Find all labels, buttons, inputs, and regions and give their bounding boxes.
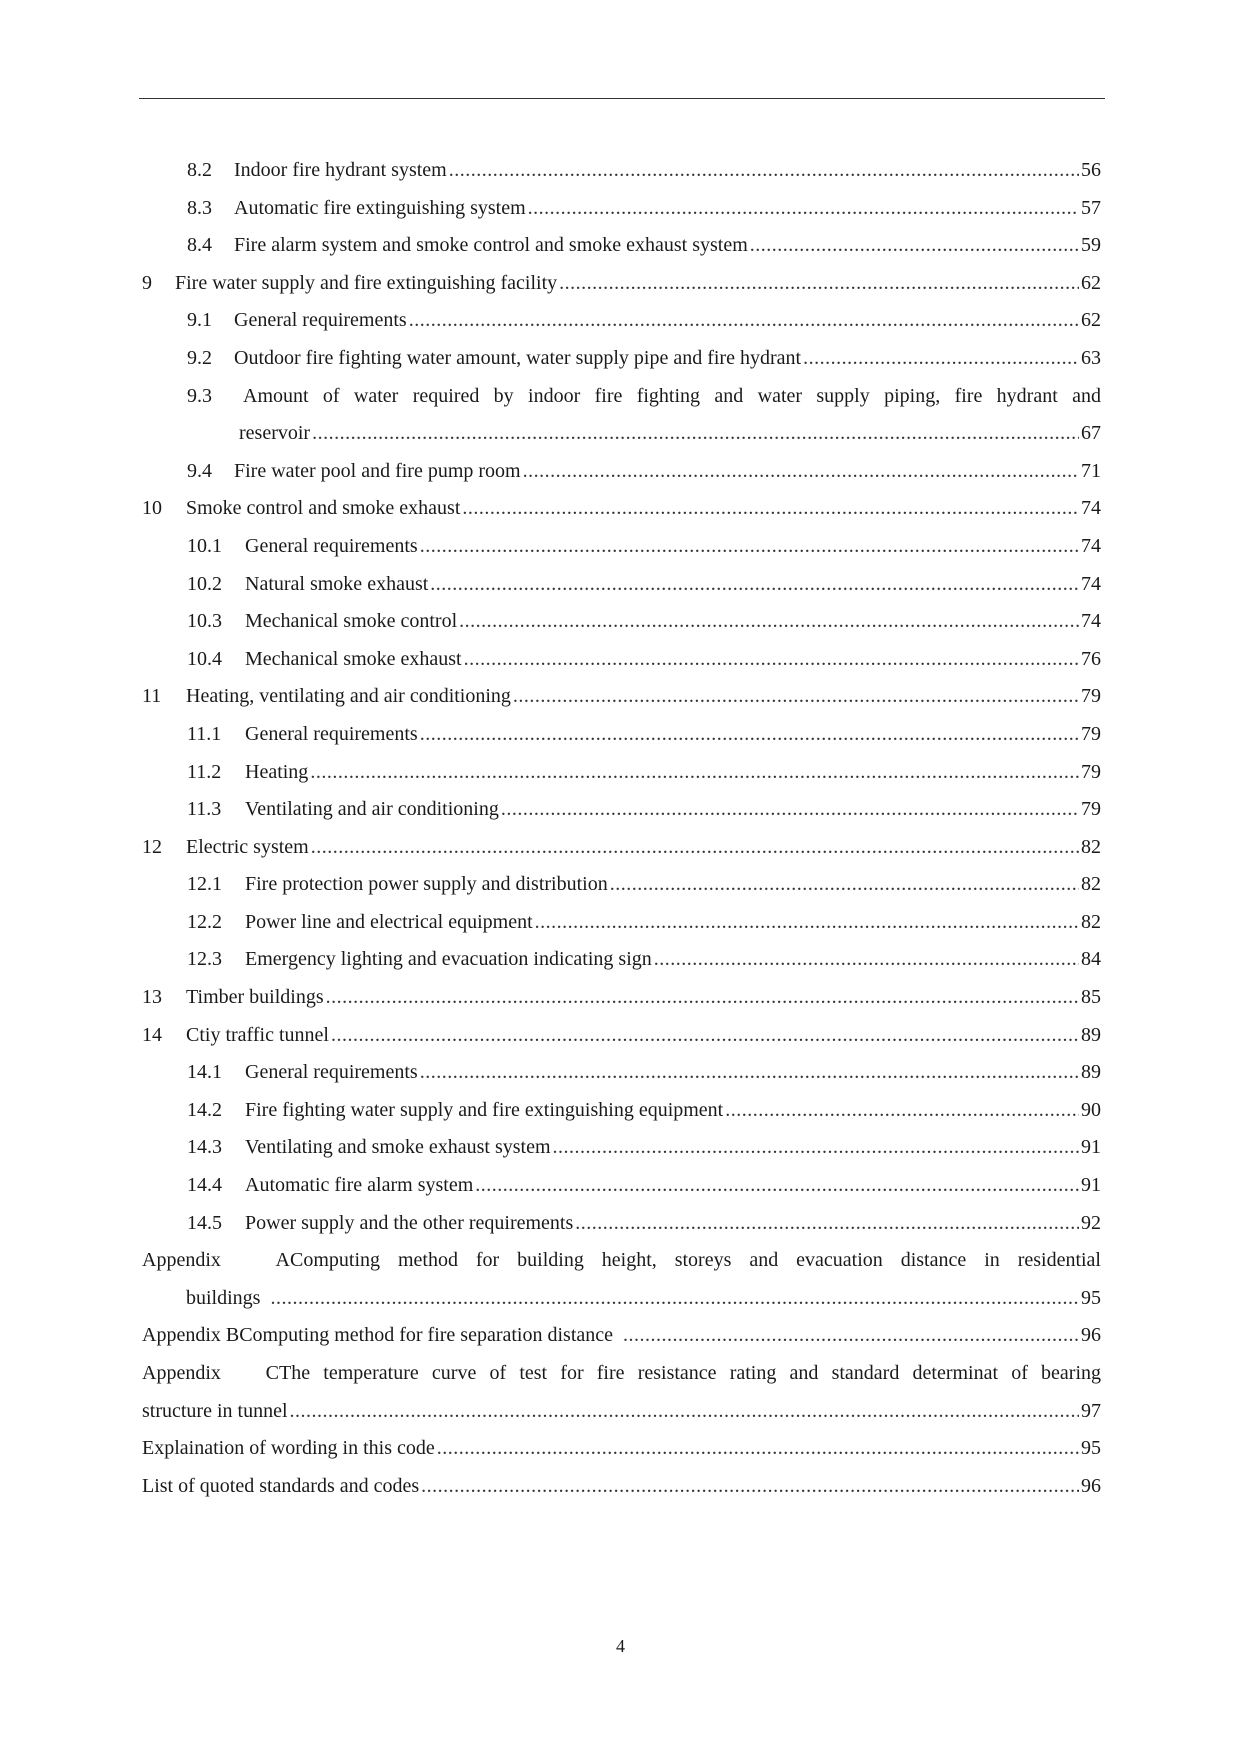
dot-leader [523,453,1079,491]
toc-entry-12-2[interactable] [142,904,1101,942]
toc-number: 11.1 [187,722,222,745]
toc-page: 89 [1081,1023,1101,1046]
dot-leader [409,302,1079,340]
toc-number: 11.2 [187,760,222,783]
toc-title-line-2: reservoir [239,422,311,445]
toc-title: General requirements [245,722,418,745]
toc-page: 62 [1081,271,1101,294]
dot-leader [528,190,1079,228]
dot-leader [623,1317,1079,1355]
toc-title: Automatic fire extinguishing system [234,196,526,219]
toc-number: 9.4 [187,459,212,482]
toc-number: 10.4 [187,647,222,670]
toc-page: 79 [1081,685,1101,708]
toc-number: 10.3 [187,610,222,633]
toc-page: 82 [1081,910,1101,933]
toc-page: 74 [1081,610,1101,633]
toc-number: 10.2 [187,572,222,595]
dot-leader [312,415,1079,453]
toc-page: 95 [1081,1286,1101,1309]
toc-entry-13[interactable] [142,979,1101,1017]
toc-title: Timber buildings [186,986,324,1009]
toc-page: 96 [1081,1324,1101,1347]
toc-page: 79 [1081,760,1101,783]
dot-leader [725,1092,1079,1130]
toc-title: Fire protection power supply and distribution [245,873,608,896]
toc-title: General requirements [245,534,418,557]
toc-title: Smoke control and smoke exhaust [186,497,461,520]
toc-entry-11-3[interactable] [142,791,1101,829]
toc-number: 10.1 [187,534,222,557]
table-of-contents [142,152,1101,1505]
toc-title: Ventilating and smoke exhaust system [245,1136,551,1159]
header-rule [139,98,1105,99]
toc-entry-explanation[interactable] [142,1430,1101,1468]
toc-page: 82 [1081,873,1101,896]
toc-entry-11-1[interactable] [142,716,1101,754]
toc-entry-8-3[interactable] [142,190,1101,228]
toc-title: Heating, ventilating and air conditioning [186,685,511,708]
toc-page: 91 [1081,1174,1101,1197]
dot-leader [462,490,1079,528]
toc-page: 71 [1081,459,1101,482]
toc-entry-14-4[interactable] [142,1167,1101,1205]
dot-leader [559,265,1079,303]
toc-entry-11[interactable] [142,678,1101,716]
toc-entry-12-3[interactable] [142,941,1101,979]
toc-page: 63 [1081,346,1101,369]
toc-entry-8-4[interactable] [142,227,1101,265]
toc-entry-14-2[interactable] [142,1092,1101,1130]
toc-number: 10 [142,497,162,520]
toc-entry-appendix-a[interactable] [142,1242,1101,1317]
toc-page: 74 [1081,497,1101,520]
toc-entry-appendix-c[interactable] [142,1355,1101,1430]
toc-title: Outdoor fire fighting water amount, water supply pipe and fire hydrant [234,346,802,369]
toc-entry-11-2[interactable] [142,754,1101,792]
dot-leader [421,1468,1079,1506]
dot-leader [310,754,1079,792]
toc-page: 85 [1081,986,1101,1009]
toc-title: Ctiy traffic tunnel [186,1023,329,1046]
toc-page: 67 [1081,422,1101,445]
toc-page: 79 [1081,798,1101,821]
toc-title: General requirements [245,1061,418,1084]
toc-title: Fire water pool and fire pump room [234,459,521,482]
dot-leader [311,829,1079,867]
toc-number: 9.2 [187,346,212,369]
toc-title: Indoor fire hydrant system [234,159,447,181]
dot-leader [464,641,1079,679]
toc-number: 8.3 [187,196,212,219]
dot-leader [475,1167,1079,1205]
toc-number: 14 [142,1023,162,1046]
toc-title: Electric system [186,835,309,858]
toc-page: 74 [1081,572,1101,595]
toc-entry-9-4[interactable] [142,453,1101,491]
toc-number: 12 [142,835,162,858]
toc-entry-9-1[interactable] [142,302,1101,340]
toc-entry-10-4[interactable] [142,641,1101,679]
dot-leader [420,1054,1079,1092]
dot-leader [535,904,1079,942]
toc-page: 92 [1081,1211,1101,1234]
toc-number: 11.3 [187,798,222,821]
toc-title-line-1: The temperature curve of test for fire resistance rating and standard determinat of bearing [279,1362,1101,1384]
toc-title: Ventilating and air conditioning [245,798,499,821]
toc-entry-12-1[interactable] [142,866,1101,904]
dot-leader [449,152,1079,190]
toc-entry-14[interactable] [142,1017,1101,1055]
toc-number: 14.3 [187,1136,222,1159]
toc-number: 14.5 [187,1211,222,1234]
toc-number: 13 [142,986,162,1009]
toc-title: Natural smoke exhaust [245,572,429,595]
toc-title: Mechanical smoke control [245,610,458,633]
toc-entry-appendix-b[interactable] [142,1317,1101,1355]
toc-entry-14-1[interactable] [142,1054,1101,1092]
toc-entry-10-1[interactable] [142,528,1101,566]
toc-number: 9 [142,271,152,294]
dot-leader [610,866,1079,904]
toc-entry-9[interactable] [142,265,1101,303]
toc-page: 57 [1081,196,1101,219]
dot-leader [553,1129,1079,1167]
toc-entry-12[interactable] [142,829,1101,867]
toc-entry-10-3[interactable] [142,603,1101,641]
dot-leader [326,979,1079,1017]
appendix-label: Appendix C [142,1362,279,1384]
dot-leader [290,1393,1079,1431]
dot-leader [331,1017,1079,1055]
toc-title: Power supply and the other requirements [245,1211,574,1234]
toc-page: 96 [1081,1474,1101,1497]
toc-title: Mechanical smoke exhaust [245,647,462,670]
toc-number: 14.4 [187,1174,222,1197]
toc-entry-quoted-standards[interactable] [142,1468,1101,1506]
dot-leader [654,941,1079,979]
toc-title-line-2: structure in tunnel [142,1399,288,1422]
toc-title: Explaination of wording in this code [142,1437,435,1460]
dot-leader [420,528,1079,566]
toc-number: 9.1 [187,309,212,332]
toc-page: 90 [1081,1098,1101,1121]
toc-title: Emergency lighting and evacuation indicating sign [245,948,652,971]
dot-leader [459,603,1079,641]
toc-page: 91 [1081,1136,1101,1159]
dot-leader [430,566,1079,604]
dot-leader [270,1280,1079,1318]
dot-leader [420,716,1079,754]
toc-entry-14-5[interactable] [142,1205,1101,1243]
toc-title-line-1: Computing method for building height, storeys and evacuation distance in residential [290,1249,1101,1272]
toc-page: 89 [1081,1061,1101,1084]
toc-number: 14.2 [187,1098,222,1121]
toc-entry-9-3[interactable] [142,378,1101,453]
toc-page: 62 [1081,309,1101,332]
toc-number: 12.1 [187,873,222,896]
toc-page: 79 [1081,722,1101,745]
toc-title: Power line and electrical equipment [245,910,533,933]
toc-number: 14.1 [187,1061,222,1084]
appendix-label: Appendix B [142,1324,240,1347]
toc-page: 76 [1081,647,1101,670]
toc-number: 12.3 [187,948,222,971]
dot-leader [750,227,1079,265]
toc-number: 8.2 [187,159,212,181]
toc-title: List of quoted standards and codes [142,1474,420,1497]
toc-page: 56 [1081,159,1101,181]
dot-leader [803,340,1079,378]
page-number: 4 [616,1636,625,1656]
toc-page: 95 [1081,1437,1101,1460]
toc-number: 11 [142,685,162,708]
dot-leader [501,791,1079,829]
toc-title: Fire water supply and fire extinguishing facility [175,271,558,294]
toc-title-line-2: buildings [186,1286,261,1309]
toc-page: 97 [1081,1399,1101,1422]
dot-leader [513,678,1079,716]
toc-entry-9-2[interactable] [142,340,1101,378]
toc-title: Fire fighting water supply and fire extinguishing equipment [245,1098,724,1121]
toc-title: Automatic fire alarm system [245,1174,474,1197]
toc-entry-10[interactable] [142,490,1101,528]
toc-page: 59 [1081,234,1101,257]
toc-title: Heating [245,760,309,783]
toc-entry-10-2[interactable] [142,566,1101,604]
toc-page: 82 [1081,835,1101,858]
dot-leader [437,1430,1079,1468]
toc-title-line-1: Amount of water required by indoor fire fighting and water supply piping, fire hydrant and [243,384,1101,407]
toc-number: 8.4 [187,234,212,257]
toc-page: 84 [1081,948,1101,971]
toc-entry-14-3[interactable] [142,1129,1101,1167]
toc-number: 9.3 [187,384,212,407]
toc-title: Fire alarm system and smoke control and smoke exhaust system [234,234,748,257]
toc-title: Computing method for fire separation distance [239,1324,614,1347]
toc-title: General requirements [234,309,407,332]
toc-number: 12.2 [187,910,222,933]
appendix-label: Appendix A [142,1249,290,1272]
toc-entry-8-2[interactable] [142,152,1101,190]
dot-leader [575,1205,1079,1243]
toc-page: 74 [1081,534,1101,557]
